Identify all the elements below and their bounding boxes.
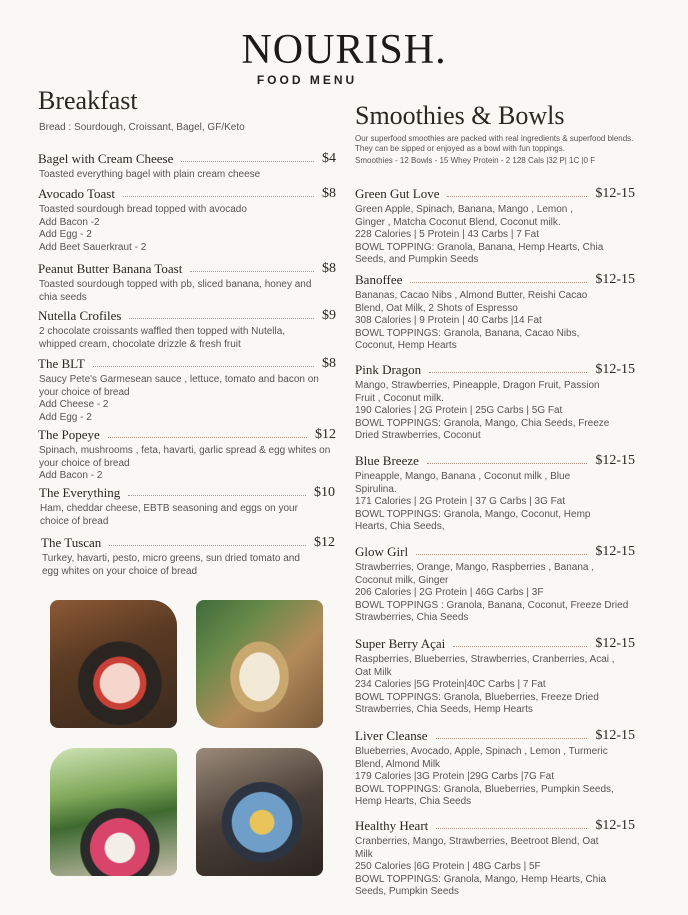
item-description: 2 chocolate croissants waffled then topped with Nutella, whipped cream, chocolate drizzle & fresh fruit <box>39 326 286 350</box>
item-name: The Tuscan <box>41 535 102 550</box>
item-name: Healthy Heart <box>355 818 429 833</box>
item-description: Saucy Pete's Garmesean sauce , lettuce, tomato and bacon on your choice of bread Add Cheese - 2 Add Egg - 2 <box>39 374 319 423</box>
item-price: $12-15 <box>595 362 635 377</box>
item-description: Mango, Strawberries, Pineapple, Dragon Fruit, Passion Fruit , Coconut milk. 190 Calories | 2G Protein | 25G Carbs | 5G Fat BOWL TOPPINGS: Granola, Mango, Chia Seeds, Freeze Dried Strawberries, Coconut <box>355 380 610 441</box>
menu-item <box>355 453 635 534</box>
item-price: $12-15 <box>595 544 635 559</box>
item-name: Pink Dragon <box>355 362 422 377</box>
dot-leader <box>109 545 306 546</box>
item-price: $12 <box>314 535 335 550</box>
menu-item <box>355 818 635 899</box>
breakfast-heading: Breakfast <box>38 86 138 115</box>
item-price: $12-15 <box>595 272 635 287</box>
item-price: $12-15 <box>595 818 635 833</box>
item-name: The BLT <box>38 356 85 371</box>
item-price: $8 <box>322 356 336 371</box>
item-price: $9 <box>322 308 336 323</box>
item-name: Bagel with Cream Cheese <box>38 151 174 166</box>
menu-item <box>38 186 336 254</box>
item-name: The Popeye <box>38 427 100 442</box>
item-description: Bananas, Cacao Nibs , Almond Butter, Reishi Cacao Blend, Oat Milk, 2 Shots of Espresso 308 Calories | 9 Protein | 40 Carbs |14 Fat BOWL TOPPINGS: Granola, Banana, Cacao Nibs, Coconut, Hemp Hearts <box>355 290 588 351</box>
dot-leader <box>447 196 587 197</box>
menu-item <box>355 186 635 267</box>
item-description: Strawberries, Orange, Mango, Raspberries , Banana , Coconut milk, Ginger 206 Calories | 2G Protein | 46G Carbs | 3F BOWL TOPPINGS : Granola, Banana, Coconut, Freeze Dried Strawberries, Chia Seeds <box>355 562 629 623</box>
food-photo-waffle <box>50 600 177 728</box>
menu-item <box>41 535 335 578</box>
dot-leader <box>453 646 587 647</box>
item-description: Green Apple, Spinach, Banana, Mango , Lemon , Ginger , Matcha Coconut Blend, Coconut milk. 228 Calories | 5 Protein | 43 Carbs | 7 Fat BOWL TOPPING: Granola, Banana, Hemp Hearts, Chia Seeds, and Pumpkin Seeds <box>355 204 604 265</box>
item-price: $12-15 <box>595 728 635 743</box>
item-price: $12 <box>315 427 336 442</box>
item-name: The Everything <box>39 485 121 500</box>
dot-leader <box>427 463 587 464</box>
food-photo-sandwich <box>196 600 323 728</box>
item-description: Toasted sourdough bread topped with avocado Add Bacon -2 Add Egg - 2 Add Beet Sauerkraut - 2 <box>39 204 247 253</box>
item-name: Banoffee <box>355 272 403 287</box>
dot-leader <box>93 366 314 367</box>
item-description: Cranberries, Mango, Strawberries, Beetroot Blend, Oat Milk 250 Calories |6G Protein | 48G Carbs | 5F BOWL TOPPINGS: Granola, Mango, Hemp Hearts, Chia Seeds, Pumpkin Seeds <box>355 836 607 897</box>
item-price: $8 <box>322 186 336 201</box>
item-description: Ham, cheddar cheese, EBTB seasoning and eggs on your choice of bread <box>40 503 298 527</box>
item-price: $4 <box>322 151 336 166</box>
dot-leader <box>416 554 587 555</box>
item-name: Nutella Crofiles <box>38 308 122 323</box>
menu-item <box>38 261 336 304</box>
item-description: Blueberries, Avocado, Apple, Spinach , Lemon , Turmeric Blend, Almond Milk 179 Calories |3G Protein |29G Carbs |7G Fat BOWL TOPPINGS: Granola, Blueberries, Pumpkin Seeds, Hemp Hearts, Chia Seeds <box>355 746 614 807</box>
item-name: Avocado Toast <box>38 186 115 201</box>
item-price: $12-15 <box>595 453 635 468</box>
smoothies-price-line: Smoothies - 12 Bowls - 15 Whey Protein - 2 128 Cals |32 P| 1C |0 F <box>355 156 596 165</box>
smoothies-description: Our superfood smoothies are packed with real ingredients & superfood blends. They can be sipped or enjoyed as a bowl with fun toppings. <box>355 134 634 153</box>
dot-leader <box>436 738 588 739</box>
menu-item <box>355 728 635 809</box>
item-name: Peanut Butter Banana Toast <box>38 261 183 276</box>
dot-leader <box>181 161 314 162</box>
item-price: $10 <box>314 485 335 500</box>
food-photo-toast <box>50 748 177 876</box>
menu-subtitle: FOOD MENU <box>256 73 358 87</box>
dot-leader <box>436 828 587 829</box>
dot-leader <box>410 282 587 283</box>
dot-leader <box>128 495 306 496</box>
item-description: Pineapple, Mango, Banana , Coconut milk , Blue Spirulina. 171 Calories | 2G Protein | 37 G Carbs | 3G Fat BOWL TOPPINGS: Granola, Mango, Coconut, Hemp Hearts, Chia Seeds, <box>355 471 591 532</box>
food-photo-smoothie-bowl <box>196 748 323 876</box>
bread-options-note: Bread : Sourdough, Croissant, Bagel, GF/Keto <box>39 122 245 133</box>
item-price: $8 <box>322 261 336 276</box>
menu-item <box>39 485 335 528</box>
item-description: Toasted sourdough topped with pb, sliced banana, honey and chia seeds <box>39 279 312 303</box>
menu-item <box>355 362 635 443</box>
item-name: Blue Breeze <box>355 453 419 468</box>
item-description: Toasted everything bagel with plain cream cheese <box>39 169 261 180</box>
item-description: Spinach, mushrooms , feta, havarti, garlic spread & egg whites on your choice of bread Add Bacon - 2 <box>39 445 331 481</box>
menu-item <box>355 272 635 353</box>
menu-item <box>38 151 336 182</box>
item-price: $12-15 <box>595 636 635 651</box>
menu-item <box>355 636 635 717</box>
dot-leader <box>129 318 314 319</box>
dot-leader <box>123 196 314 197</box>
item-name: Liver Cleanse <box>355 728 428 743</box>
item-description: Raspberries, Blueberries, Strawberries, Cranberries, Acai , Oat Milk 234 Calories |5G Protein|40C Carbs | 7 Fat BOWL TOPPINGS: Granola, Blueberries, Freeze Dried Strawberries, Chia Seeds, Hemp Hearts <box>355 654 615 715</box>
smoothies-heading: Smoothies & Bowls <box>355 101 565 130</box>
item-name: Glow Girl <box>355 544 409 559</box>
item-description: Turkey, havarti, pesto, micro greens, sun dried tomato and egg whites on your choice of bread <box>42 553 300 577</box>
menu-item <box>38 356 336 424</box>
item-name: Green Gut Love <box>355 186 440 201</box>
menu-item <box>355 544 635 625</box>
dot-leader <box>108 437 307 438</box>
brand-title: NOURISH. <box>241 27 447 73</box>
item-price: $12-15 <box>595 186 635 201</box>
menu-item <box>38 427 336 483</box>
dot-leader <box>190 271 314 272</box>
item-name: Super Berry Açai <box>355 636 446 651</box>
dot-leader <box>429 372 587 373</box>
menu-item <box>38 308 336 351</box>
